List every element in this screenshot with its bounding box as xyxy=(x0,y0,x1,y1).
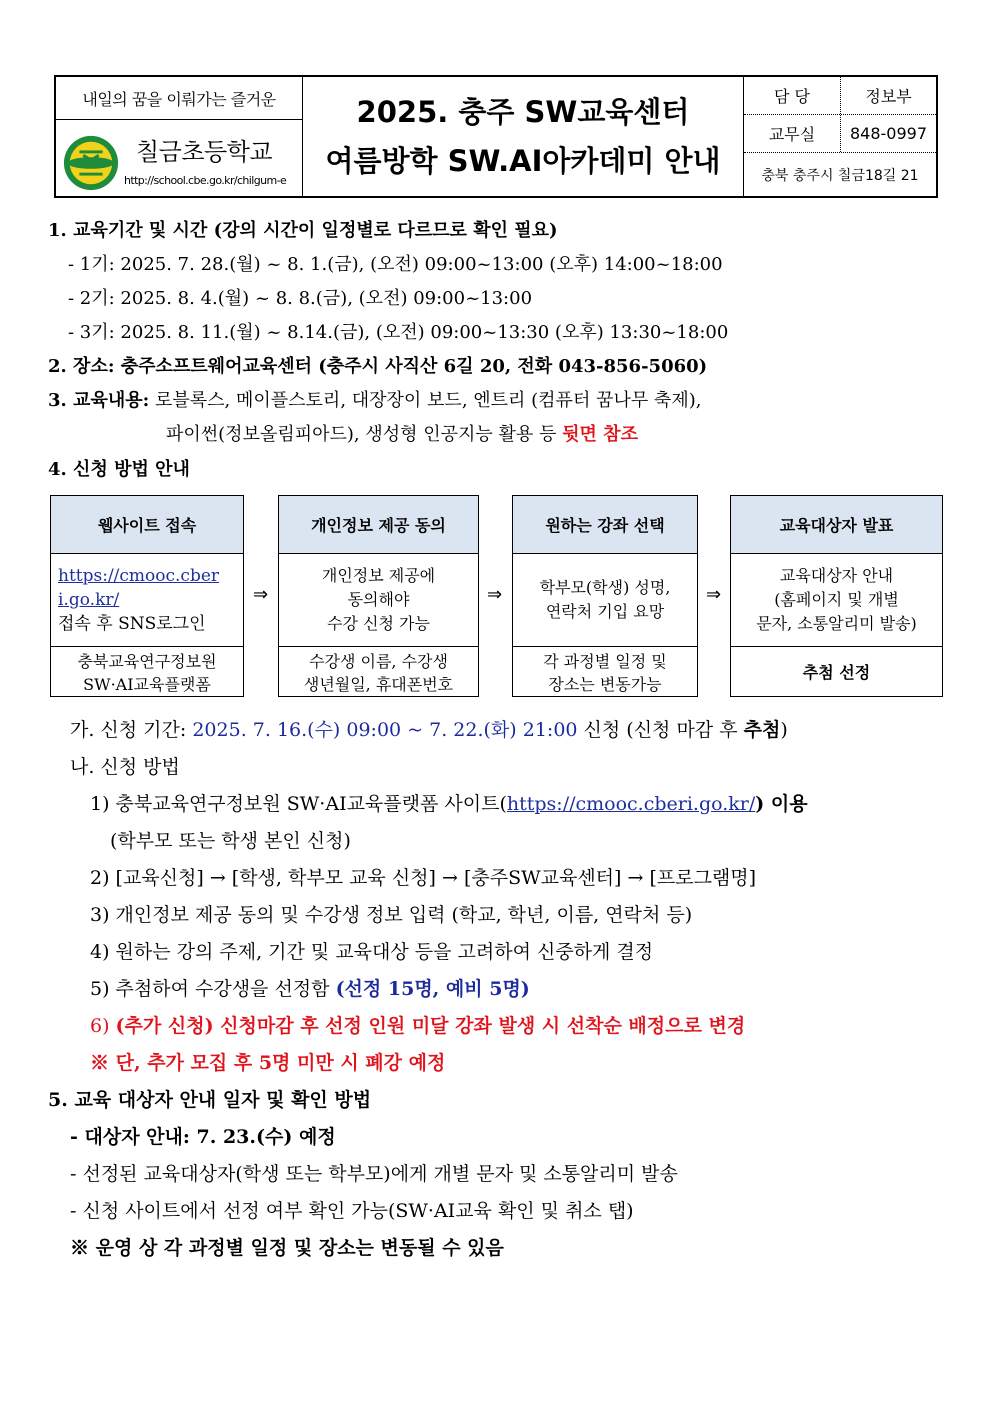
schedule-item: - 1기: 2025. 7. 28.(월) ~ 8. 1.(금), (오전) 09:00~13:00 (오후) 14:00~18:00 xyxy=(68,254,723,275)
application-period xyxy=(70,715,788,742)
contact-value: 정보부 xyxy=(865,87,912,106)
contact-row xyxy=(744,115,936,153)
section4-heading: 4. 신청 방법 안내 xyxy=(48,459,190,480)
section5-heading: 5. 교육 대상자 안내 일자 및 확인 방법 xyxy=(48,1089,372,1111)
flow-step-desc xyxy=(51,554,243,647)
step1-text: 1) 충북교육연구정보원 SW·AI교육플랫폼 사이트( xyxy=(90,793,507,815)
flow-note-text: 수강생 이름, 수강생 xyxy=(309,651,448,671)
flow-note-text: 장소는 변동가능 xyxy=(548,674,662,694)
back-page-reference: 뒷면 참조 xyxy=(562,424,638,445)
schedule-item: - 2기: 2025. 8. 4.(월) ~ 8. 8.(금), (오전) 09:00~13:00 xyxy=(68,288,533,309)
step1-suffix: ) 이용 xyxy=(755,793,808,815)
flow-desc-text: 학부모(학생) 성명, xyxy=(539,578,671,597)
contact-value: 848-0997 xyxy=(849,124,928,143)
period-value: 2025. 7. 16.(수) 09:00 ~ 7. 22.(화) 21:00 xyxy=(192,719,578,741)
school-url[interactable]: http://school.cbe.go.kr/chilgum-e xyxy=(124,174,287,187)
notification-method: - 선정된 교육대상자(학생 또는 학부모)에게 개별 문자 및 소통알리미 발송 xyxy=(70,1163,678,1185)
method-step-3: 3) 개인정보 제공 동의 및 수강생 정보 입력 (학교, 학년, 이름, 연락처 등) xyxy=(90,904,693,926)
flow-step-title: 교육대상자 발표 xyxy=(731,496,942,554)
flow-desc-text: 교육대상자 안내 xyxy=(779,566,894,585)
flow-note-text: 생년월일, 휴대폰번호 xyxy=(303,674,454,694)
school-address: 충북 충주시 칠금18길 21 xyxy=(761,167,919,184)
method-step-4: 4) 원하는 강의 주제, 기간 및 교육대상 등을 고려하여 신중하게 결정 xyxy=(90,941,654,963)
school-block xyxy=(56,77,303,196)
schedule-item: - 3기: 2025. 8. 11.(월) ~ 8.14.(금), (오전) 09:00~13:30 (오후) 13:30~18:00 xyxy=(68,322,729,343)
contact-block xyxy=(744,77,936,196)
section2-heading: 2. 장소: 충주소프트웨어교육센터 (충주시 사직산 6길 20, 전화 043-856-5060) xyxy=(48,356,708,377)
period-end: ) xyxy=(780,719,788,741)
header-table xyxy=(54,75,938,198)
school-name: 칠금초등학교 xyxy=(136,138,273,166)
title-line-2: 여름방학 SW.AI아카데미 안내 xyxy=(325,143,721,178)
flow-step-title: 웹사이트 접속 xyxy=(51,496,243,554)
method-step-2: 2) [교육신청] → [학생, 학부모 교육 신청] → [충주SW교육센터] → [프로그램명] xyxy=(90,867,757,889)
flow-arrow-icon: ⇒ xyxy=(253,584,269,605)
flow-desc-text: 연락처 기입 요망 xyxy=(545,602,665,621)
flow-step-title: 원하는 강좌 선택 xyxy=(513,496,697,554)
flow-step-title: 개인정보 제공 동의 xyxy=(279,496,478,554)
flow-step-select-course xyxy=(512,495,698,697)
school-logo-icon xyxy=(62,134,120,192)
flow-step-website xyxy=(50,495,244,697)
announcement-date: - 대상자 안내: 7. 23.(수) 예정 xyxy=(70,1126,336,1148)
flow-step-note xyxy=(279,647,478,698)
flow-step-note xyxy=(513,647,697,698)
cancellation-note: ※ 단, 추가 모집 후 5명 미만 시 폐강 예정 xyxy=(90,1052,446,1074)
method-step-1-note: (학부모 또는 학생 본인 신청) xyxy=(110,830,351,852)
flow-note-text: 추첨 선정 xyxy=(802,663,871,682)
flow-note-text: 충북교육연구정보원 xyxy=(77,651,217,671)
period-label: 가. 신청 기간: xyxy=(70,719,193,741)
section1-heading: 1. 교육기간 및 시간 (강의 시간이 일정별로 다르므로 확인 필요) xyxy=(48,220,558,241)
flow-arrow-icon: ⇒ xyxy=(487,584,503,605)
step6-text: (추가 신청) 신청마감 후 선정 인원 미달 강좌 발생 시 선착순 배정으로 변경 xyxy=(115,1015,746,1037)
method-step-6 xyxy=(90,1011,745,1038)
flow-step-note xyxy=(731,647,942,698)
step5-text: 5) 추첨하여 수강생을 선정함 xyxy=(90,978,336,1000)
section3-label: 3. 교육내용: xyxy=(48,390,150,411)
step6-num: 6) xyxy=(90,1015,116,1037)
change-notice: ※ 운영 상 각 과정별 일정 및 장소는 변동될 수 있음 xyxy=(70,1237,504,1259)
flow-step-consent xyxy=(278,495,479,697)
method-step-5 xyxy=(90,974,530,1001)
flow-step-desc xyxy=(731,554,942,647)
section3-content: 로블록스, 메이플스토리, 대장장이 보드, 엔트리 (컴퓨터 꿈나무 축제), xyxy=(155,390,702,411)
contact-label: 담 당 xyxy=(744,77,841,114)
flow-note-text: SW·AI교육플랫폼 xyxy=(83,674,211,694)
cmooc-link[interactable]: https://cmooc.cber xyxy=(58,566,220,586)
contact-label: 교무실 xyxy=(744,115,841,152)
confirmation-method: - 신청 사이트에서 선정 여부 확인 가능(SW·AI교육 확인 및 취소 탭) xyxy=(70,1200,634,1222)
method-step-1 xyxy=(90,789,808,816)
document-title xyxy=(303,77,744,196)
contact-row xyxy=(744,77,936,115)
school-info xyxy=(56,120,302,196)
period-lottery: 추첨 xyxy=(743,719,781,741)
flow-step-note xyxy=(51,647,243,698)
flow-note-text: 각 과정별 일정 및 xyxy=(543,651,667,671)
school-slogan: 내일의 꿈을 이뤄가는 즐거운 xyxy=(56,77,302,120)
flow-step-desc xyxy=(513,554,697,647)
step5-quota: (선정 15명, 예비 5명) xyxy=(335,978,530,1000)
section3-line1 xyxy=(48,386,701,412)
flow-arrow-icon: ⇒ xyxy=(706,584,722,605)
flow-desc-text: 문자, 소통알리미 발송) xyxy=(756,614,917,633)
flow-desc-text: 접속 후 SNS로그인 xyxy=(58,614,206,634)
flow-desc-text: (홈페이지 및 개별 xyxy=(774,590,899,609)
section3-line2 xyxy=(166,420,638,446)
flow-step-announcement xyxy=(730,495,943,697)
flow-desc-text: 동의해야 xyxy=(347,590,410,609)
cmooc-link[interactable]: i.go.kr/ xyxy=(58,590,120,610)
section3-content-2: 파이썬(정보올림피아드), 생성형 인공지능 활용 등 xyxy=(166,424,563,445)
title-line-1: 2025. 충주 SW교육센터 xyxy=(356,94,690,129)
period-suffix: 신청 (신청 마감 후 xyxy=(577,719,744,741)
flow-desc-text: 개인정보 제공에 xyxy=(321,566,436,585)
method-heading: 나. 신청 방법 xyxy=(70,756,180,778)
flow-step-desc xyxy=(279,554,478,647)
flow-desc-text: 수강 신청 가능 xyxy=(327,614,430,633)
cmooc-site-link[interactable]: https://cmooc.cberi.go.kr/ xyxy=(506,793,756,815)
